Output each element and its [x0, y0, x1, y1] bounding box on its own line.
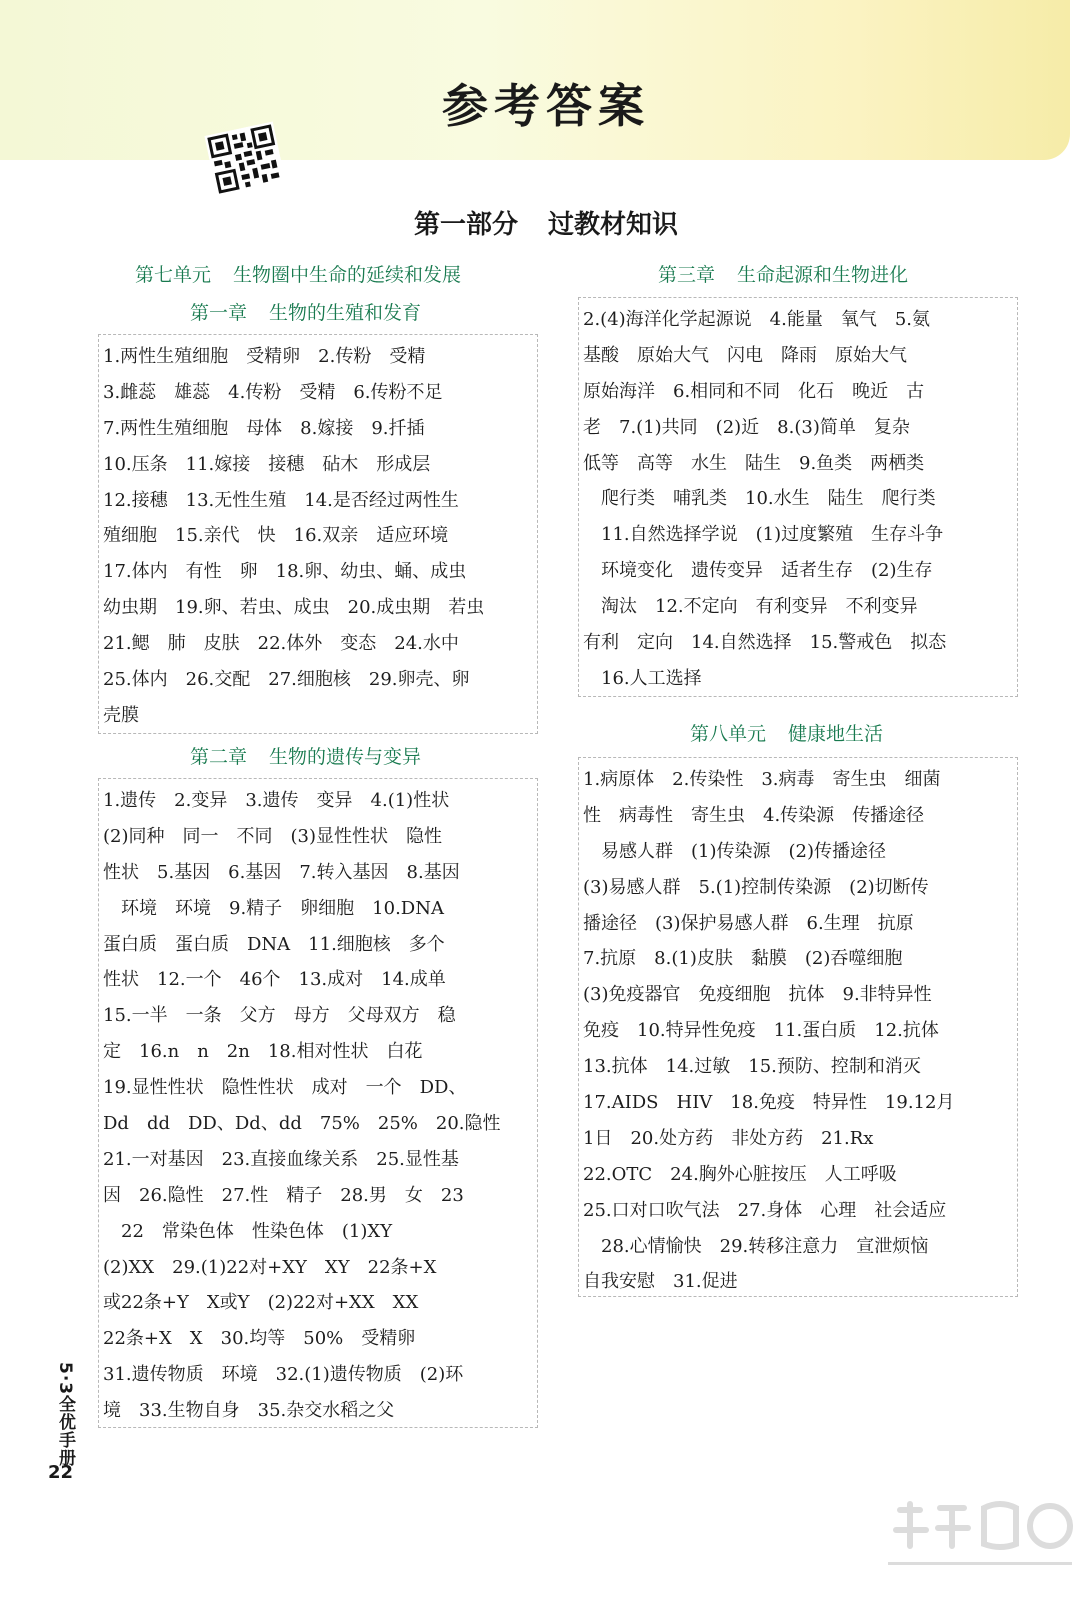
- chapter-1-answers: [98, 334, 538, 734]
- answer-line: 免疫 10.特异性免疫 11.蛋白质 12.抗体: [583, 1020, 939, 1042]
- answer-line: 蛋白质 蛋白质 DNA 11.细胞核 多个: [103, 933, 445, 955]
- answer-line: 定 16.n n 2n 18.相对性状 白花: [103, 1041, 423, 1063]
- answer-line: 22条+X X 30.均等 50% 受精卵: [103, 1328, 416, 1350]
- answer-line: 17.AIDS HIV 18.免疫 特异性 19.12月: [583, 1092, 955, 1114]
- answer-line: 25.体内 26.交配 27.细胞核 29.卵壳、卵: [103, 669, 470, 691]
- answer-line: 7.抗原 8.(1)皮肤 黏膜 (2)吞噬细胞: [583, 948, 903, 970]
- unit-7-heading: [135, 260, 461, 287]
- answer-line: 19.显性性状 隐性性状 成对 一个 DD、: [103, 1077, 467, 1099]
- chapter-3-name: 生命起源和生物进化: [737, 264, 909, 286]
- chapter-2-heading: [190, 742, 421, 769]
- unit-7-name: 生物圈中生命的延续和发展: [233, 264, 462, 286]
- answer-line: 性状 5.基因 6.基因 7.转入基因 8.基因: [103, 861, 460, 883]
- answer-line: 基酸 原始大气 闪电 降雨 原始大气: [583, 344, 907, 366]
- answer-line: 12.接穗 13.无性生殖 14.是否经过两性生: [103, 489, 459, 511]
- answer-line: 2.(4)海洋化学起源说 4.能量 氧气 5.氨: [583, 309, 931, 330]
- chapter-3-label: 第三章: [658, 264, 716, 286]
- chapter-2-answers: [98, 778, 538, 1428]
- chapter-3-answers: [578, 297, 1018, 697]
- series-label: 5·3全优手册: [55, 1362, 75, 1468]
- answer-line: 环境变化 遗传变异 适者生存 (2)生存: [583, 560, 933, 582]
- answer-line: 自我安慰 31.促进: [583, 1271, 738, 1293]
- answer-line: 性状 12.一个 46个 13.成对 14.成单: [103, 969, 446, 991]
- page-title: 参考答案: [442, 79, 650, 133]
- answer-line: 1日 20.处方药 非处方药 21.Rx: [583, 1127, 874, 1149]
- answer-line: (2)同种 同一 不同 (3)显性性状 隐性: [103, 825, 442, 847]
- part-title: [0, 204, 1092, 241]
- answer-line: 老 7.(1)共同 (2)近 8.(3)简单 复杂: [583, 416, 910, 438]
- answer-line: 28.心情愉快 29.转移注意力 宣泄烦恼: [583, 1235, 929, 1257]
- answer-line: 壳膜: [103, 704, 139, 726]
- answer-line: 21.一对基因 23.直接血缘关系 25.显性基: [103, 1148, 459, 1170]
- qr-code-icon[interactable]: [204, 121, 285, 196]
- chapter-2-name: 生物的遗传与变异: [269, 746, 422, 768]
- unit-8-name: 健康地生活: [788, 723, 884, 745]
- answer-line: Dd dd DD、Dd、dd 75% 25% 20.隐性: [103, 1113, 501, 1135]
- chapter-1-heading: [190, 298, 421, 325]
- answer-line: 31.遗传物质 环境 32.(1)遗传物质 (2)环: [103, 1364, 464, 1386]
- unit-8-heading: [690, 719, 883, 746]
- answer-line: 原始海洋 6.相同和不同 化石 晚近 古: [583, 380, 925, 402]
- answer-line: (3)易感人群 5.(1)控制传染源 (2)切断传: [583, 876, 929, 898]
- answer-line: 1.两性生殖细胞 受精卵 2.传粉 受精: [103, 346, 426, 367]
- answer-line: 11.自然选择学说 (1)过度繁殖 生存斗争: [583, 524, 944, 546]
- part-label: 第一部分: [413, 210, 518, 240]
- answer-line: (3)免疫器官 免疫细胞 抗体 9.非特异性: [583, 984, 932, 1006]
- answer-line: 3.雌蕊 雄蕊 4.传粉 受精 6.传粉不足: [103, 381, 443, 403]
- answer-line: 16.人工选择: [583, 667, 702, 689]
- answer-line: 因 26.隐性 27.性 精子 28.男 女 23: [103, 1184, 464, 1206]
- answer-line: 环境 环境 9.精子 卵细胞 10.DNA: [103, 897, 444, 919]
- answer-line: 13.抗体 14.过敏 15.预防、控制和消灭: [583, 1056, 921, 1078]
- answer-line: 或22条+Y X或Y (2)22对+XX XX: [103, 1292, 419, 1314]
- chapter-2-label: 第二章: [190, 746, 248, 768]
- answer-line: 幼虫期 19.卵、若虫、成虫 20.成虫期 若虫: [103, 597, 485, 619]
- answer-line: 殖细胞 15.亲代 快 16.双亲 适应环境: [103, 525, 449, 547]
- answer-line: 22 常染色体 性染色体 (1)XY: [103, 1220, 393, 1242]
- answer-line: 淘汰 12.不定向 有利变异 不利变异: [583, 596, 918, 618]
- answer-line: 25.口对口吹气法 27.身体 心理 社会适应: [583, 1199, 947, 1221]
- answer-line: 1.病原体 2.传染性 3.病毒 寄生虫 细菌: [583, 769, 941, 790]
- answer-line: 22.OTC 24.胸外心脏按压 人工呼吸: [583, 1163, 897, 1185]
- answer-line: 10.压条 11.嫁接 接穗 砧木 形成层: [103, 453, 431, 475]
- answer-line: 境 33.生物自身 35.杂交水稻之父: [103, 1400, 395, 1422]
- answer-line: 性 病毒性 寄生虫 4.传染源 传播途径: [583, 804, 925, 826]
- answer-line: 爬行类 哺乳类 10.水生 陆生 爬行类: [583, 488, 936, 510]
- answer-line: 播途径 (3)保护易感人群 6.生理 抗原: [583, 912, 914, 934]
- unit-7-label: 第七单元: [135, 264, 212, 286]
- answer-line: 21.鳃 肺 皮肤 22.体外 变态 24.水中: [103, 633, 459, 655]
- answer-line: 17.体内 有性 卵 18.卵、幼虫、蛹、成虫: [103, 561, 467, 583]
- answer-line: 15.一半 一条 父方 母方 父母双方 稳: [103, 1005, 456, 1027]
- page-number: 22: [48, 1462, 74, 1483]
- answer-line: (2)XX 29.(1)22对+XY XY 22条+X: [103, 1256, 437, 1278]
- answer-line: 7.两性生殖细胞 母体 8.嫁接 9.扦插: [103, 417, 425, 439]
- watermark-logo-icon: [880, 1490, 1080, 1590]
- answer-line: 1.遗传 2.变异 3.遗传 变异 4.(1)性状: [103, 790, 450, 811]
- chapter-1-name: 生物的生殖和发育: [269, 302, 422, 324]
- answer-line: 易感人群 (1)传染源 (2)传播途径: [583, 840, 886, 862]
- answer-line: 低等 高等 水生 陆生 9.鱼类 两栖类: [583, 452, 925, 474]
- answer-line: 有利 定向 14.自然选择 15.警戒色 拟态: [583, 632, 947, 654]
- unit-8-label: 第八单元: [690, 723, 767, 745]
- unit-8-answers: [578, 757, 1018, 1297]
- chapter-3-heading: [658, 260, 908, 287]
- part-name: 过教材知识: [548, 210, 679, 240]
- chapter-1-label: 第一章: [190, 302, 248, 324]
